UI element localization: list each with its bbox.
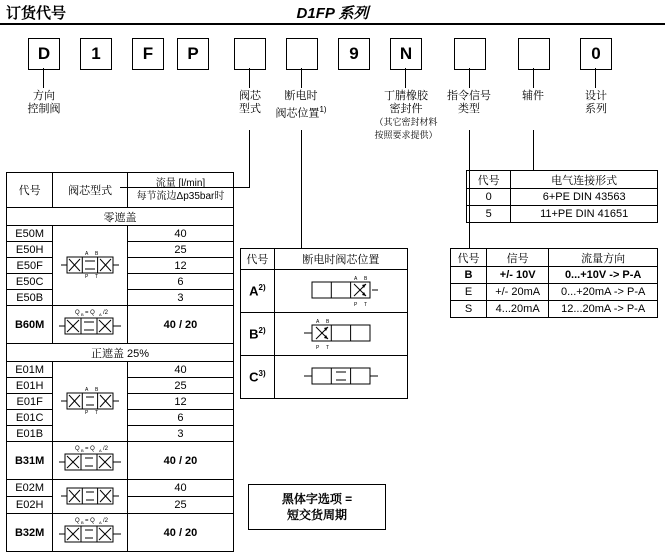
spool-header-type: 阀芯型式 <box>53 173 128 208</box>
spool-code-b60m: B60M <box>7 306 53 344</box>
spool-code-e50m: E50M <box>7 226 53 242</box>
svg-text:P: P <box>85 410 89 415</box>
fail-symbol-b <box>274 313 407 356</box>
spool-code-e50b: E50B <box>7 290 53 306</box>
spool-code-e01m: E01M <box>7 362 53 378</box>
fail-header-position: 断电时阀芯位置 <box>274 249 407 270</box>
svg-text:A: A <box>353 275 358 282</box>
caption-accessories: 辅件 <box>522 90 544 102</box>
spool-symbol-b60m <box>53 306 128 344</box>
signal-code-b: B <box>451 267 487 284</box>
elec-code-5: 5 <box>467 206 511 223</box>
spool-code-b31m: B31M <box>7 442 53 480</box>
connector-elec-v <box>533 130 534 170</box>
caption-design-series: 设计 系列 <box>585 90 607 115</box>
spool-flow-b32m: 40 / 20 <box>127 514 233 552</box>
svg-text:T: T <box>325 344 329 351</box>
code-box-4[interactable]: P <box>177 38 209 70</box>
code-box-7[interactable]: 9 <box>338 38 370 70</box>
spool-code-e50f: E50F <box>7 258 53 274</box>
svg-text:P: P <box>315 344 320 351</box>
elec-desc-5: 11+PE DIN 41651 <box>511 206 658 223</box>
svg-text:Q: Q <box>75 310 80 316</box>
spool-code-e01c: E01C <box>7 410 53 426</box>
spool-flow-e01h: 25 <box>127 378 233 394</box>
svg-text:T: T <box>95 274 99 279</box>
code-box-9[interactable] <box>454 38 486 70</box>
caption-fail-position: 断电时 阀芯位置$^{1)}$ <box>275 90 327 120</box>
fail-code-a-sup: 2) <box>258 283 266 293</box>
spool-flow-e50f: 12 <box>127 258 233 274</box>
spool-flow-e50m: 40 <box>127 226 233 242</box>
fail-code-a <box>241 270 275 313</box>
spool-flow-e50c: 6 <box>127 274 233 290</box>
spool-header-code: 代号 <box>7 173 53 208</box>
spool-code-b32m: B32M <box>7 514 53 552</box>
code-box-1[interactable]: D <box>28 38 60 70</box>
caption-command-signal: 指令信号 类型 <box>447 90 491 115</box>
stem-10 <box>533 68 534 88</box>
signal-value-e: +/- 20mA <box>487 284 549 301</box>
fail-code-b <box>241 313 275 356</box>
fail-code-c-sup: 3) <box>258 369 266 379</box>
signal-value-b: +/- 10V <box>487 267 549 284</box>
spool-flow-b60m: 40 / 20 <box>127 306 233 344</box>
fail-code-c <box>241 356 275 399</box>
caption-spool-type: 阀芯 型式 <box>239 90 261 115</box>
signal-dir-e: 0...+20mA -> P-A <box>549 284 658 301</box>
code-box-6[interactable] <box>286 38 318 70</box>
stem-9 <box>469 68 470 88</box>
svg-text:= Q: = Q <box>85 446 95 452</box>
code-box-3[interactable]: F <box>132 38 164 70</box>
signal-code-s: S <box>451 301 487 318</box>
code-box-8[interactable]: N <box>390 38 422 70</box>
caption-direction-valve: 方向 控制阀 <box>27 90 61 115</box>
spool-type-table <box>6 172 234 552</box>
svg-text:/2: /2 <box>103 518 109 524</box>
fail-code-b-sup: 2) <box>258 326 266 336</box>
svg-text:A: A <box>99 312 102 317</box>
fail-symbol-a <box>274 270 407 313</box>
spool-header-flow-l2: 每节流边Δp35bar时 <box>136 191 225 202</box>
elec-header-code: 代号 <box>467 171 511 189</box>
legend-box <box>248 484 386 530</box>
legend-line-2: 短交货周期 <box>286 508 347 522</box>
fail-code-c-label: C <box>249 369 259 385</box>
svg-text:B: B <box>95 387 99 393</box>
fail-code-b-label: B <box>249 326 259 342</box>
fail-code-a-label: A <box>249 283 259 299</box>
spool-code-e50c: E50C <box>7 274 53 290</box>
stem-5 <box>249 68 250 88</box>
spool-symbol-b32m <box>53 514 128 552</box>
header-divider <box>0 23 665 25</box>
spool-header-flow-l1: 流量 [l/min] <box>155 178 206 189</box>
spool-flow-e01b: 3 <box>127 426 233 442</box>
stem-6 <box>301 68 302 88</box>
spool-flow-e02h: 25 <box>127 497 233 514</box>
svg-text:B: B <box>81 520 84 525</box>
code-box-10[interactable] <box>518 38 550 70</box>
spool-symbol-b31m <box>53 442 128 480</box>
connector-spool-v <box>249 130 250 188</box>
elec-desc-0: 6+PE DIN 43563 <box>511 189 658 206</box>
spool-code-e01b: E01B <box>7 426 53 442</box>
spool-flow-e01f: 12 <box>127 394 233 410</box>
stem-11 <box>595 68 596 88</box>
elec-code-0: 0 <box>467 189 511 206</box>
svg-text:/2: /2 <box>103 446 109 452</box>
electrical-connection-table <box>466 170 658 223</box>
svg-text:B: B <box>363 275 368 282</box>
spool-header-flow <box>127 173 233 208</box>
signal-dir-s: 12...20mA -> P-A <box>549 301 658 318</box>
spool-code-e02m: E02M <box>7 480 53 497</box>
svg-text:A: A <box>99 520 102 525</box>
spool-group-overlap: 正遮盖 25% <box>7 344 234 362</box>
svg-text:T: T <box>95 410 99 415</box>
svg-text:P: P <box>85 274 89 279</box>
legend-line-1: 黑体字选项 = <box>281 492 353 506</box>
signal-dir-b: 0...+10V -> P-A <box>549 267 658 284</box>
signal-header-direction: 流量方向 <box>549 249 658 267</box>
svg-text:A: A <box>99 448 102 453</box>
spool-flow-e50b: 3 <box>127 290 233 306</box>
spool-symbol-e02 <box>53 480 128 514</box>
code-box-5[interactable] <box>234 38 266 70</box>
svg-text:T: T <box>363 301 367 308</box>
fail-symbol-c <box>274 356 407 399</box>
svg-text:B: B <box>81 312 84 317</box>
code-box-11[interactable]: 0 <box>580 38 612 70</box>
spool-flow-e50h: 25 <box>127 242 233 258</box>
svg-text:Q: Q <box>75 446 80 452</box>
page-title-left: 订货代号 <box>6 5 67 22</box>
svg-text:/2: /2 <box>103 310 109 316</box>
stem-1 <box>43 68 44 88</box>
command-signal-table <box>450 248 658 318</box>
spool-code-e01f: E01F <box>7 394 53 410</box>
elec-header-desc: 电气连接形式 <box>511 171 658 189</box>
spool-flow-e01m: 40 <box>127 362 233 378</box>
signal-header-signal: 信号 <box>487 249 549 267</box>
svg-text:= Q: = Q <box>85 310 95 316</box>
spool-group-zero-lap: 零遮盖 <box>7 208 234 226</box>
caption-seal-material: 丁腈橡胶 密封件 （其它密封材料 按照要求提供） <box>374 90 438 140</box>
stem-8 <box>405 68 406 88</box>
spool-code-e50h: E50H <box>7 242 53 258</box>
page-title-center: D1FP 系列 <box>296 5 369 22</box>
svg-text:Q: Q <box>75 518 80 524</box>
svg-text:A: A <box>85 251 89 257</box>
signal-header-code: 代号 <box>451 249 487 267</box>
connector-fail-v <box>301 130 302 248</box>
spool-symbol-e01 <box>53 362 128 442</box>
svg-text:= Q: = Q <box>85 518 95 524</box>
signal-code-e: E <box>451 284 487 301</box>
svg-text:B: B <box>81 448 84 453</box>
svg-text:B: B <box>95 251 99 257</box>
fail-header-code: 代号 <box>241 249 275 270</box>
code-box-2[interactable]: 1 <box>80 38 112 70</box>
spool-flow-e02m: 40 <box>127 480 233 497</box>
spool-code-e02h: E02H <box>7 497 53 514</box>
svg-text:A: A <box>315 318 320 325</box>
signal-value-s: 4...20mA <box>487 301 549 318</box>
spool-flow-e01c: 6 <box>127 410 233 426</box>
svg-text:A: A <box>85 387 89 393</box>
svg-text:B: B <box>325 318 330 325</box>
spool-code-e01h: E01H <box>7 378 53 394</box>
fail-position-table <box>240 248 408 399</box>
svg-text:P: P <box>353 301 358 308</box>
spool-flow-b31m: 40 / 20 <box>127 442 233 480</box>
spool-symbol-e50 <box>53 226 128 306</box>
